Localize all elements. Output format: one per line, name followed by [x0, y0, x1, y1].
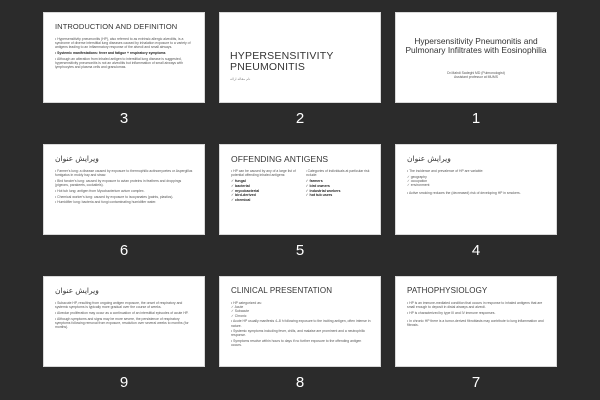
list-item: ✓ bird owners	[305, 183, 330, 188]
column-intro: • HP can be caused by any of a large list of potential offending inhaled antigens:	[231, 169, 296, 178]
slide-heading: HYPERSENSITIVITY PNEUMONITIS	[230, 50, 334, 73]
bullet-line: • Bird fancier's lung: caused by exposure to avian proteins in feathers and droppings (pigeons, parakeets, cockatiels).	[55, 178, 182, 188]
slide-heading: ویرایش عنوان	[407, 154, 451, 163]
slide-preview[interactable]	[395, 12, 557, 103]
slide-heading: ویرایش عنوان	[55, 286, 99, 295]
slide-number: 6	[119, 242, 129, 259]
list-item: ✓ farmers	[305, 178, 323, 183]
bullet-line: • Although an alteration from inhaled antigen to interstitial lung disease is suggested, hypersensitivity pneumonitis is not an alveolitis but inflammation of small airways with lymphocytes and plasma cells and granulomas.	[55, 56, 183, 70]
slide-bullets	[55, 169, 196, 206]
slide-bullets	[231, 301, 372, 349]
bullet-line: • In chronic HP there is a tumor-derived fibroblasts may contribute to lung inflammation and fibrosis.	[407, 319, 544, 328]
bullet-line: ✓ environment	[407, 183, 430, 188]
slide-heading: CLINICAL PRESENTATION	[231, 286, 333, 295]
slide-heading: Hypersensitivity Pneumonitis and Pulmonary Infiltrates with Eosinophilia	[405, 36, 547, 55]
slide-bullets	[55, 37, 196, 71]
slide-preview[interactable]	[43, 276, 205, 367]
slide-number: 4	[471, 242, 481, 259]
list-item: ✓ bird-derived	[231, 193, 256, 198]
bullet-line: ✓ Subacute	[231, 309, 250, 314]
bullet-line: ✓ Chronic	[231, 313, 247, 318]
bullet-line: • Systemic symptoms including fever, chills, and malaise are prominent and a neutrophilic response.	[231, 329, 366, 338]
bullet-line: • Hot tub lung: antigen from Mycobacterium avium complex.	[55, 188, 145, 193]
slide-author	[396, 71, 556, 80]
list-item: ✓ chemical	[231, 198, 251, 203]
bullet-line: ✓ occupation	[407, 178, 428, 183]
bullet-line: ✓ geography	[407, 174, 427, 179]
bullet-line: • Acute HP usually manifests 4–8 h following exposure to the inciting antigen, often intense in nature.	[231, 319, 371, 328]
author-line: Dr.Mahdi Sadeghi MD (Pulmonologist)	[447, 71, 505, 75]
left-column	[231, 169, 298, 203]
slide-number: 2	[295, 110, 305, 127]
list-item: ✓ industrial workers	[305, 188, 341, 193]
author-line: Assistant professor at MUMS	[454, 75, 498, 80]
slide-preview[interactable]	[43, 12, 205, 103]
bullet-line: • Symptoms resolve within hours to days if no further exposure to the offending antigen occurs.	[231, 339, 362, 348]
slide-preview[interactable]	[43, 144, 205, 235]
bullet-line: • Systemic manifestations: fever and fatigue + respiratory symptoms	[55, 51, 166, 56]
slide-preview[interactable]	[219, 144, 381, 235]
bullet-line: ✓ Acute	[231, 305, 244, 310]
bullet-line: • HP is characterized by type III and IV immune responses.	[407, 310, 496, 315]
bullet-line: • HP is an immune-mediated condition that occurs in response to inhaled antigens that are small enough to deposit in distal airways and alveoli.	[407, 301, 543, 310]
slide-heading: ویرایش عنوان	[55, 154, 99, 163]
slide-bullets	[407, 169, 548, 197]
slide-number: 1	[471, 110, 481, 127]
bullet-line: • Humidifier lung: bacteria and fungi contaminating humidifier water.	[55, 200, 157, 205]
list-item: ✓ fungal	[231, 178, 246, 183]
bullet-line: • Alveolar proliferation may occur as a continuation of an interstitial episodes of acute HP.	[55, 310, 189, 315]
bullet-line: • Chemical worker's lung: caused by exposure to isocyanates (paints, plastics).	[55, 194, 174, 199]
bullet-line: • Active smoking reduces the (decreased) risk of developing HP in smokers.	[407, 191, 521, 196]
slide-columns	[231, 169, 372, 203]
bullet-line: • Farmer's lung: a disease caused by exposure to thermophilic actinomycetes or Aspergillus fumigatus in moldy hay and straw.	[55, 169, 193, 178]
slide-preview[interactable]	[395, 276, 557, 367]
slide-number: 9	[119, 374, 129, 391]
slide-number: 3	[119, 110, 129, 127]
slide-number: 7	[471, 374, 481, 391]
slide-number: 8	[295, 374, 305, 391]
slide-preview[interactable]	[395, 144, 557, 235]
column-intro: • Categories of individuals at particular risk include:	[305, 169, 370, 178]
slide-preview[interactable]	[219, 276, 381, 367]
slide-subtitle: نام مقاله ارائه	[230, 77, 251, 81]
list-item: ✓ bacterial	[231, 183, 250, 188]
slide-bullets	[55, 301, 196, 331]
right-column	[306, 169, 373, 203]
bullet-line: • Subacute HP, resulting from ongoing antigen exposure, the onset of respiratory and systemic symptoms is typically more gradual over the course of weeks.	[55, 301, 183, 310]
list-item: ✓ hot tub users	[305, 193, 333, 198]
bullet-line: • Hypersensitivity pneumonitis (HP), also referred to as extrinsic allergic alveolitis, is a syndrome of diverse interstitial lung diseases caused by inhalation exposure to a variety of antigens leading to an inflammatory response of the alveoli and small airways.	[55, 37, 191, 50]
bullet-line: • The incidence and prevalence of HP are variable:	[407, 169, 484, 173]
slide-heading: PATHOPHYSIOLOGY	[407, 286, 488, 295]
bullet-line: • HP categorized as:	[231, 301, 262, 305]
slide-preview[interactable]	[219, 12, 381, 103]
slide-heading: OFFENDING ANTIGENS	[231, 154, 329, 164]
slide-bullets	[407, 301, 548, 329]
list-item: ✓ mycobacterial	[231, 188, 260, 193]
slide-number: 5	[295, 242, 305, 259]
bullet-line: • Although symptoms and signs may be more severe, the persistence of respiratory symptoms following removal from exposure, resolution over several weeks to months (for months).	[55, 316, 189, 330]
slide-heading: INTRODUCTION AND DEFINITION	[55, 22, 178, 31]
